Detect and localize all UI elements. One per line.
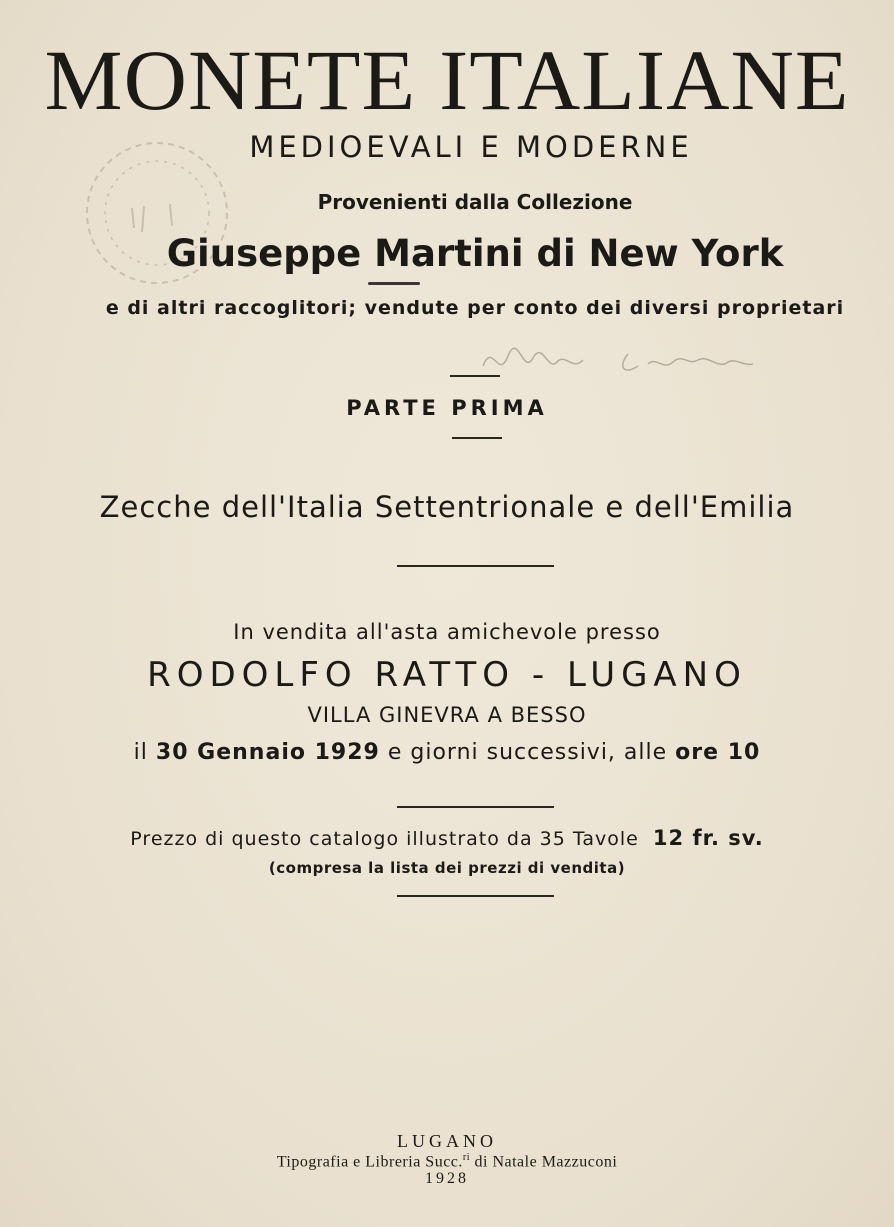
ink-underline [368,282,420,285]
auctioneer-name: RODOLFO RATTO - LUGANO [147,655,747,695]
page-title: MONETE ITALIANE [44,32,850,128]
divider-rule [397,565,554,567]
handwritten-note-icon [478,336,758,386]
printer-suffix: di Natale Mazzuconi [474,1153,618,1171]
price-note: (compresa la lista dei prezzi di vendita) [268,859,626,877]
printer-sup: ri [462,1152,470,1163]
price-text: Prezzo di questo catalogo illustrato da 35 Tavole [130,828,639,850]
imprint-city: LUGANO [397,1131,497,1151]
sale-time: ore 10 [675,740,761,765]
provenance-line: Provenienti dalla Collezione [317,190,633,214]
imprint-printer [0,1152,894,1171]
divider-rule [450,375,500,377]
sale-venue: VILLA GINEVRA A BESSO [307,703,587,727]
divider-rule [397,895,554,897]
subtitle: MEDIOEVALI E MODERNE [249,130,693,164]
imprint-year: 1928 [425,1170,469,1187]
collector-name: Giuseppe Martini di New York [166,232,784,275]
divider-rule [452,437,502,439]
section-heading: Zecche dell'Italia Settentrionale e dell'Emilia [99,490,795,524]
sale-date [0,740,894,765]
printer-prefix: Tipografia e Libreria Succ. [276,1153,463,1171]
sale-intro: In vendita all'asta amichevole presso [233,620,661,644]
date-middle: e giorni successivi, alle [387,740,668,765]
price-line [0,826,894,850]
date-prefix: il [133,740,148,765]
part-heading: PARTE PRIMA [346,396,548,420]
divider-rule [397,806,554,808]
other-collectors-line: e di altri raccoglitori; vendute per conto dei diversi proprietari [105,297,845,319]
date-bold: 30 Gennaio 1929 [155,740,380,765]
price-amount: 12 fr. sv. [652,826,764,850]
